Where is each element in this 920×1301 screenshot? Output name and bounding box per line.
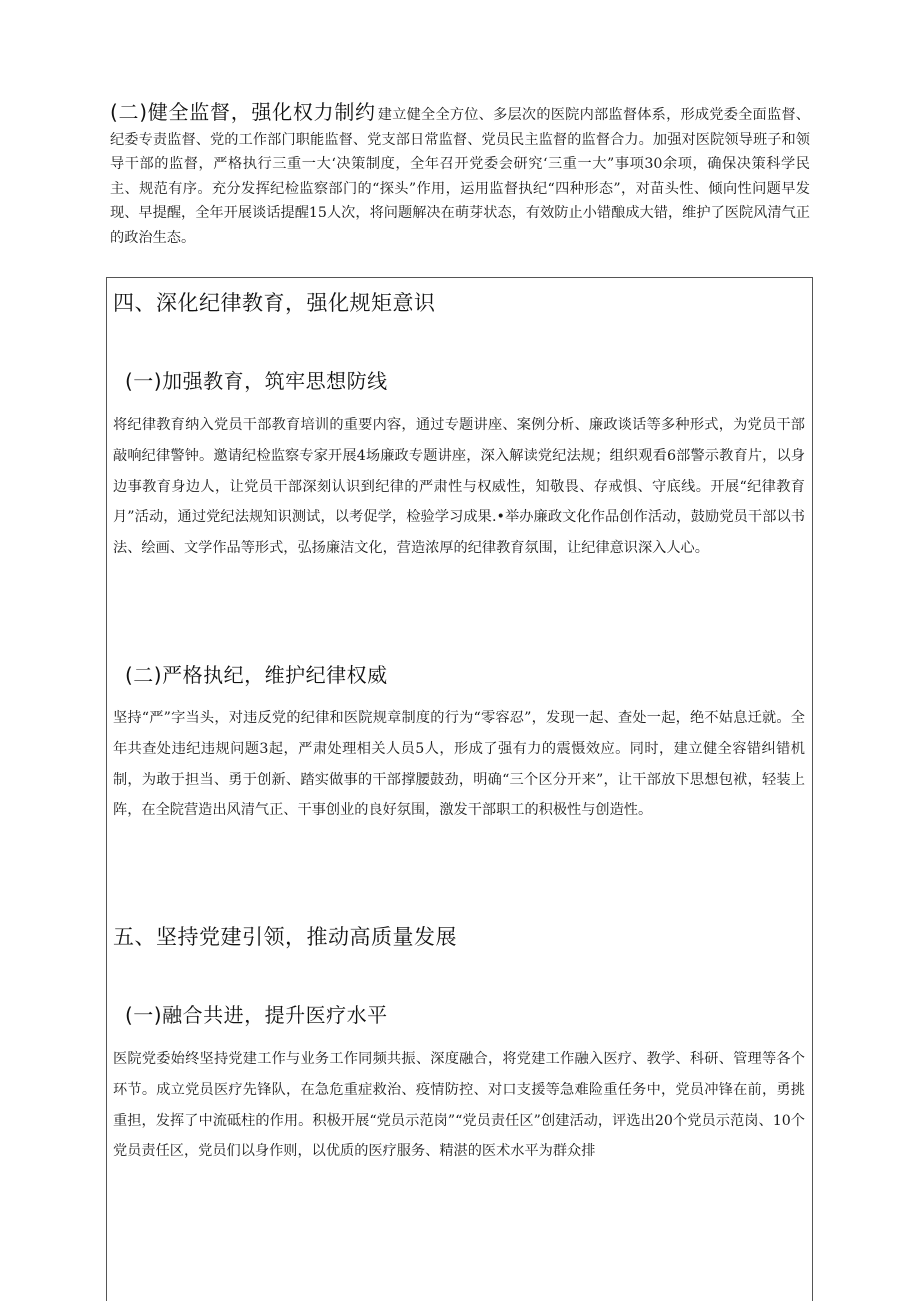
section-heading-discipline: 四、深化纪律教育，强化规矩意识 [113, 291, 436, 315]
education-paragraph: 将纪律教育纳入党员干部教育培训的重要内容，通过专题讲座、案例分析、廉政谈话等多种形式，为党员干部敲响纪律警钟。邀请纪检监察专家开展4场廉政专题讲座，深入解读党纪法规；组织观看6部警示教育片，以身边事教育身边人，让党员干部深刻认识到纪律的严肃性与权威性，知敬畏、存戒惧、守底线。开展“纪律教育月”活动，通过党纪法规知识测试，以考促学，检验学习成果.•举办廉政文化作品创作活动，鼓励党员干部以书法、绘画、文学作品等形式，弘扬廉洁文化，营造浓厚的纪律教育氛围，让纪律意识深入人心。 [113, 417, 805, 557]
integration-paragraph: 医院党委始终坚持党建工作与业务工作同频共振、深度融合，将党建工作融入医疗、教学、科研、管理等各个环节。成立党员医疗先锋队，在急危重症救治、疫情防控、对口支援等急难险重任务中，党员冲锋在前，勇挑重担，发挥了中流砥柱的作用。积极开展“党员示范岗”“党员责任区”创建活动，评选出20个党员示范岗、10个党员责任区，党员们以身作则，以优质的医疗服务、精湛的医术水平为群众排 [113, 1051, 805, 1160]
enforcement-paragraph: 坚持“严”字当头，对违反党的纪律和医院规章制度的行为“零容忍”，发现一起、查处一起，绝不姑息迁就。全年共查处违纪违规问题3起，严肃处理相关人员5人，形成了强有力的震慑效应。同时，建立健全容错纠错机制，为敢于担当、勇于创新、踏实做事的干部撑腰鼓劲，明确“三个区分开来”，让干部放下思想包袱，轻装上阵，在全院营造出风清气正、干事创业的良好氛围，激发干部职工的积极性与创造性。 [113, 710, 805, 819]
content-frame [106, 277, 813, 1301]
subsection-heading-integration: (一)融合共进，提升医疗水平 [125, 1003, 388, 1027]
section-heading-party-building: 五、坚持党建引领，推动高质量发展 [113, 925, 457, 949]
subsection-heading-enforcement: (二)严格执纪，维护纪律权威 [125, 663, 388, 687]
subsection-heading-supervision: (二)健全监督，强化权力制约 [110, 100, 376, 124]
intro-paragraph [110, 100, 810, 250]
subsection-heading-education: (一)加强教育，筑牢思想防线 [125, 369, 388, 393]
supervision-body: 建立健全全方位、多层次的医院内部监督体系，形成党委全面监督、纪委专责监督、党的工作部门职能监督、党支部日常监督、党员民主监督的监督合力。加强对医院领导班子和领导干部的监督，严格执行三重一大‘决策制度，全年召开党委会研究‘三重一大”事项30余项，确保决策科学民主、规范有序。充分发挥纪检监察部门的“探头”作用，运用监督执纪“四种形态”，对苗头性、倾向性问题早发现、早提醒，全年开展谈话提醒15人次，将问题解决在萌芽状态，有效防止小错酿成大错，维护了医院风清气正的政治生态。 [110, 107, 810, 246]
